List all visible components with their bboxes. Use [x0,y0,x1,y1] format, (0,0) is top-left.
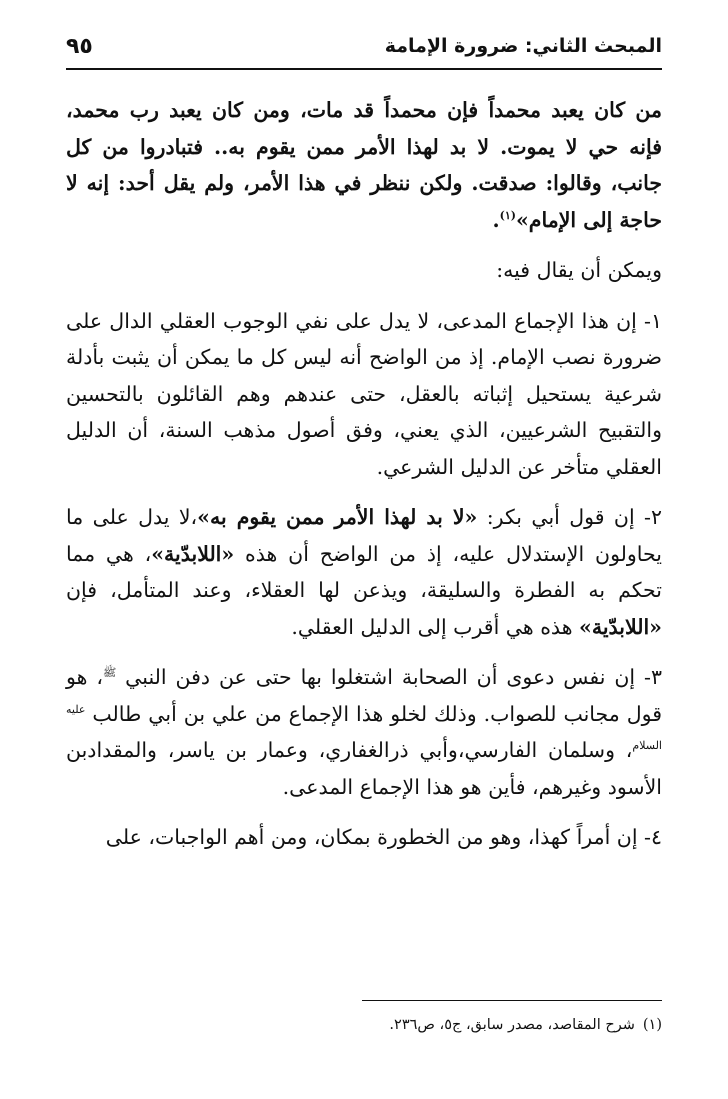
quote-paragraph [66,92,662,238]
point-2-mid2: ، هي مما تحكم به الفطرة والسليقة، ويذعن لها العقلاء، وعند المتأمل، فإن [66,541,662,602]
footnote-ref: (١) [499,208,516,222]
point-2-quote: «لا بد لهذا الأمر ممن يقوم به» [197,505,478,529]
honorific-ali-icon: عليه السلام [66,702,662,753]
running-title: المبحث الثاني: ضرورة الإمامة [384,35,662,57]
point-3-text-c: ، وسلمان الفارسي،وأبي ذرالغفاري، وعمار بن ياسر، والمقدادبن الأسود وغيرهم، فأين هو هذا الإجماع المدعى. [66,738,662,799]
honorific-prophet-icon: ﷺ [102,666,117,680]
footnote-text: شرح المقاصد، مصدر سابق، ج٥، ص٢٣٦. [389,1017,635,1033]
point-2-lead: ٢- إن قول أبي بكر: [477,505,662,529]
quote-text: من كان يعبد محمداً فإن محمداً قد مات، ومن كان يعبد رب محمد، فإنه حي لا يموت. لا بد لهذا الأمر ممن يقوم به.. فتبادروا من كل جانب، وقالوا: صدقت. ولكن ننظر في هذا الأمر، ولم يقل أحد: إنه لا حاجة إلى الإمام» [66,98,662,232]
page-number: ٩٥ [66,33,93,59]
point-2-tail: هذه هي أقرب إلى الدليل العقلي. [291,614,580,639]
footnote-rule [362,1000,662,1001]
point-2 [66,499,662,645]
point-4: ٤- إن أمراً كهذا، وهو من الخطورة بمكان، ومن أهم الواجبات، على [105,825,662,849]
point-2-term2: «اللابدّية» [579,614,662,639]
point-1: ١- إن هذا الإجماع المدعى، لا يدل على نفي الوجوب العقلي الدال على ضرورة نصب الإمام. إذ من الواضح أنه ليس كل ما يمكن أن يثبت بأدلة شرعية يستحيل إثباته بالعقل، حتى عندهم وهم القائلون بالتحسين والتقبيح الشرعيين، الذي يعني، وفق أصول مذهب السنة، أن الدليل العقلي متأخر عن الدليل الشرعي. [66,308,662,479]
header-rule [66,68,662,70]
intro-paragraph: ويمكن أن يقال فيه: [496,258,662,282]
point-3 [66,659,662,805]
point-3-text-a: ٣- إن نفس دعوى أن الصحابة اشتغلوا بها حتى عن دفن النبي [116,665,662,689]
page-header [66,28,662,64]
page-body [66,92,662,856]
footnote [66,1014,662,1036]
point-2-mid1: ،لا يدل على ما يحاولون الإستدلال عليه، إذ من الواضح أن هذه [66,505,662,566]
quote-end: . [492,207,500,232]
point-3-text-b: ، هو قول مجانب للصواب. وذلك لخلو هذا الإجماع من علي بن أبي طالب [66,665,662,726]
footnote-number: (١) [642,1017,662,1033]
point-2-term1: «اللابدّية» [151,541,235,566]
